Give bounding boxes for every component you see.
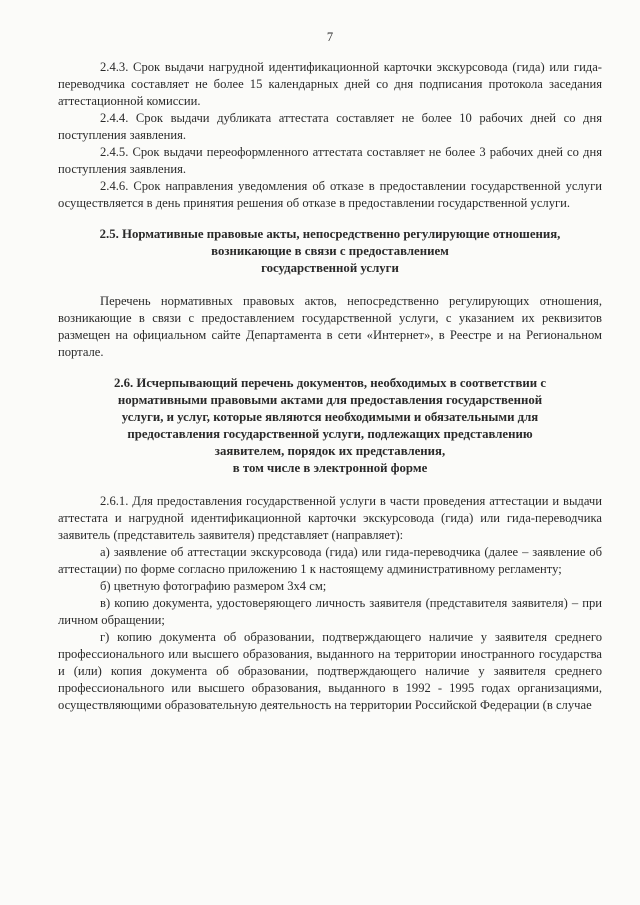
- heading-line: заявителем, порядок их представления,: [214, 444, 446, 458]
- paragraph-2-5: Перечень нормативных правовых актов, непосредственно регулирующих отношения, возникающие в связи с предоставлением государственной услуги, с указанием их реквизитов размещен на официальном сайте Департамента в сети «Интернет», в Реестре и на Региональном портале.: [58, 294, 602, 359]
- paragraph-2-6-1: 2.6.1. Для предоставления государственной услуги в части проведения аттестации и выдачи аттестата и нагрудной идентификационной карточки экскурсовода (гида) или гида-переводчика заявитель (представитель заявителя) представляет (направляет):: [58, 494, 602, 542]
- document-page: [58, 30, 602, 714]
- list-item-a: а) заявление об аттестации экскурсовода (гида) или гида-переводчика (далее – заявление об аттестации) по форме согласно приложению 1 к настоящему административному регламенту;: [58, 545, 602, 576]
- heading-line: предоставления государственной услуги, подлежащих представлению: [127, 427, 533, 441]
- paragraph-2-4-4: 2.4.4. Срок выдачи дубликата аттестата составляет не более 10 рабочих дней со дня поступления заявления.: [58, 111, 602, 142]
- heading-line: государственной услуги: [261, 261, 399, 275]
- list-item-g: г) копию документа об образовании, подтверждающего наличие у заявителя среднего профессионального или высшего образования, выданного на территории иностранного государства и (или) копия документа об образовании, подтверждающего наличие у заявителя среднего профессионального или высшего образования, выданного в 1992 - 1995 годах организациями, осуществляющими образовательную деятельность на территории Российской Федерации (в случае: [58, 630, 602, 712]
- paragraph-2-4-3: 2.4.3. Срок выдачи нагрудной идентификационной карточки экскурсовода (гида) или гида-переводчика составляет не более 15 календарных дней со дня подписания протокола заседания аттестационной комиссии.: [58, 60, 602, 108]
- heading-line: услуги, и услуг, которые являются необходимыми и обязательными для: [121, 410, 539, 424]
- heading-line: нормативными правовыми актами для предоставления государственной: [117, 393, 543, 407]
- heading-line: 2.6. Исчерпывающий перечень документов, необходимых в соответствии с: [113, 376, 547, 390]
- section-heading-2-6: [58, 375, 602, 477]
- paragraph-2-4-6: 2.4.6. Срок направления уведомления об отказе в предоставлении государственной услуги осуществляется в день принятия решения об отказе в предоставлении государственной услуги.: [58, 179, 602, 210]
- section-heading-2-5: [58, 226, 602, 277]
- list-item-v: в) копию документа, удостоверяющего личность заявителя (представителя заявителя) – при личном обращении;: [58, 596, 602, 627]
- paragraph-2-4-5: 2.4.5. Срок выдачи переоформленного аттестата составляет не более 3 рабочих дней со дня поступления заявления.: [58, 145, 602, 176]
- heading-line: 2.5. Нормативные правовые акты, непосредственно регулирующие отношения,: [99, 227, 561, 241]
- heading-line: возникающие в связи с предоставлением: [211, 244, 449, 258]
- page-number: 7: [326, 30, 334, 44]
- list-item-b: б) цветную фотографию размером 3х4 см;: [100, 579, 327, 593]
- heading-line: в том числе в электронной форме: [232, 461, 428, 475]
